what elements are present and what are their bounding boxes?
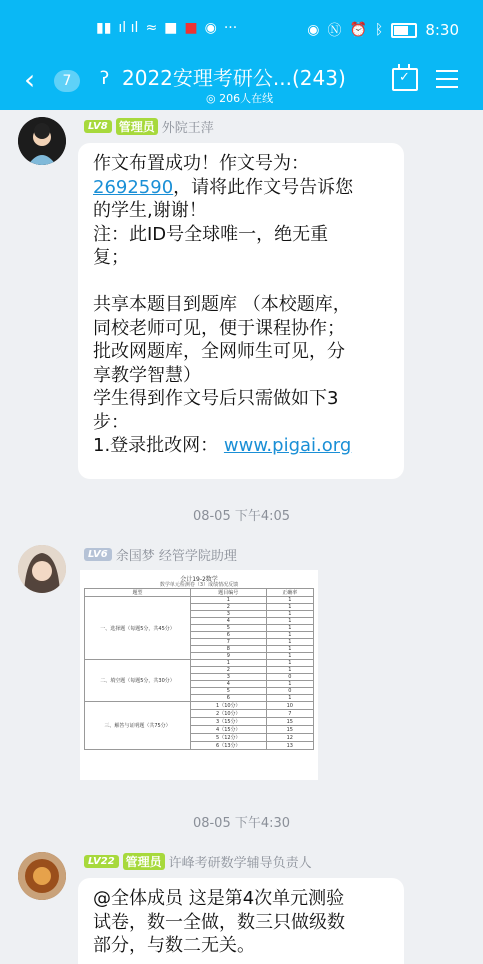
- level-badge: LV8: [84, 120, 112, 133]
- table-cell: 1: [266, 632, 313, 639]
- message-timestamp: 08-05 下午4:30: [192, 816, 291, 831]
- message-line-text: ，请将此作文号告诉您: [173, 176, 354, 198]
- message-line: 试卷，数一全做，数三只做级数: [93, 911, 345, 933]
- table-cell: 1: [266, 604, 313, 611]
- message-line-text: 1.登录批改网：: [93, 435, 219, 456]
- sender-name[interactable]: 外院王萍: [161, 121, 214, 136]
- table-cell: 4: [191, 618, 267, 625]
- table-cell: 5: [191, 625, 267, 632]
- eye-icon: ◉: [307, 22, 320, 38]
- score-table: [84, 588, 314, 750]
- message-line: 学生得到作文号后只需做如下3: [93, 388, 339, 409]
- table-cell: 2: [191, 667, 267, 674]
- wifi-icon: ≈: [145, 20, 158, 36]
- unread-count-badge[interactable]: 7: [54, 70, 80, 92]
- table-cell: 1: [266, 597, 313, 604]
- role-badge: 管理员: [123, 853, 165, 870]
- notification-icon: ◉: [204, 20, 217, 36]
- nfc-icon: Ⓝ: [327, 23, 342, 39]
- table-cell: 1: [266, 681, 313, 688]
- message-line: 的学生,谢谢！: [93, 200, 207, 221]
- table-cell: 1: [266, 667, 313, 674]
- table-cell: 1: [266, 695, 313, 702]
- table-cell: 3: [191, 674, 267, 681]
- table-cell: 1: [266, 653, 313, 660]
- table-cell: 3（15分）: [191, 718, 267, 726]
- message-line: 共享本题目到题库 （本校题库，: [93, 294, 351, 315]
- table-cell: 4（15分）: [191, 726, 267, 734]
- table-cell: 1: [266, 618, 313, 625]
- table-header-row: [85, 589, 314, 597]
- table-cell: 1（10分）: [191, 702, 267, 710]
- status-icons-right: [307, 20, 459, 40]
- role-badge: 管理员: [116, 118, 158, 135]
- avatar[interactable]: [18, 545, 66, 593]
- message-line: 批改网题库，全网师生可见，分: [93, 341, 345, 362]
- table-cell: 1: [191, 660, 267, 667]
- message-line: [93, 176, 398, 200]
- menu-icon[interactable]: [436, 70, 458, 88]
- message-line: [93, 434, 398, 458]
- image-subtitle: 数学单元检测卷（3）成绩情况反馈: [159, 582, 239, 588]
- table-cell: 1: [266, 639, 313, 646]
- sender-name[interactable]: 余国梦 经管学院助理: [115, 549, 237, 564]
- avatar[interactable]: [18, 117, 66, 165]
- table-cell: 2: [191, 604, 267, 611]
- table-cell: 6: [191, 632, 267, 639]
- back-chevron-icon[interactable]: ‹: [24, 63, 36, 96]
- table-header-cell: 题目编号: [191, 589, 267, 597]
- table-cell: 1: [266, 625, 313, 632]
- table-cell: 10: [266, 702, 313, 710]
- bluetooth-icon: ᛒ: [374, 22, 384, 38]
- table-cell: 15: [266, 726, 313, 734]
- avatar-illustration: [18, 117, 66, 165]
- chat-header: [0, 0, 483, 110]
- table-cell: 8: [191, 646, 267, 653]
- sender-meta: [84, 852, 312, 871]
- avatar[interactable]: [18, 852, 66, 900]
- table-cell: 1: [266, 611, 313, 618]
- sender-meta: [84, 545, 237, 564]
- table-cell: 0: [266, 688, 313, 695]
- sender-name[interactable]: 许峰考研数学辅导负责人: [168, 856, 312, 871]
- calendar-check-icon[interactable]: ✓: [392, 68, 418, 91]
- table-section-cell: 一、选择题（每题5分，共45分）: [85, 597, 191, 660]
- avatar-photo: [18, 852, 66, 900]
- pigai-link[interactable]: www.pigai.org: [223, 435, 352, 456]
- message-line: 注：此ID号全球唯一，绝无重: [93, 223, 329, 245]
- message-bubble[interactable]: [78, 143, 404, 479]
- app-icon: ■: [164, 20, 178, 36]
- message-line: 作文布置成功！作文号为：: [93, 153, 309, 174]
- table-cell: 5（12分）: [191, 734, 267, 742]
- message-timestamp: 08-05 下午4:05: [192, 509, 291, 524]
- table-cell: 7: [191, 639, 267, 646]
- shared-image[interactable]: [80, 570, 318, 780]
- assignment-id-link[interactable]: 2692590: [93, 176, 174, 198]
- sender-meta: [84, 117, 214, 136]
- online-count-text: 206人在线: [219, 92, 274, 105]
- table-cell: 4: [191, 681, 267, 688]
- table-row: [85, 660, 314, 667]
- online-count: ◎ 206人在线: [206, 92, 274, 105]
- avatar-photo: [18, 545, 66, 593]
- group-title[interactable]: 2022安理考研公...(243): [122, 66, 346, 90]
- table-cell: 6: [191, 695, 267, 702]
- table-cell: 13: [266, 742, 313, 750]
- table-cell: 0: [266, 674, 313, 681]
- message-line: 步：: [93, 411, 129, 433]
- image-title: 会计19-2数学: [180, 576, 218, 583]
- table-cell: 5: [191, 688, 267, 695]
- table-cell: 1: [266, 646, 313, 653]
- table-header-cell: 正确率: [266, 589, 313, 597]
- message-line: 同校老师可见，便于课程协作；: [93, 317, 345, 339]
- message-bubble[interactable]: [78, 878, 404, 964]
- table-cell: 12: [266, 734, 313, 742]
- table-section-cell: 二、填空题（每题5分，共30分）: [85, 660, 191, 702]
- more-dots-icon: ···: [223, 20, 238, 36]
- status-time: 8:30: [425, 21, 459, 39]
- level-badge: LV22: [84, 855, 119, 868]
- alarm-icon: ⏰: [349, 22, 367, 38]
- table-cell: 3: [191, 611, 267, 618]
- message-line: @全体成员 这是第4次单元测验: [93, 888, 345, 909]
- level-badge: LV6: [84, 548, 112, 561]
- table-cell: 1: [191, 597, 267, 604]
- table-cell: 1: [266, 660, 313, 667]
- app-red-icon: ■: [184, 20, 198, 36]
- message-spacer: [93, 270, 398, 294]
- table-cell: 2（10分）: [191, 710, 267, 718]
- status-icons-left: [96, 20, 237, 36]
- message-line: 享教学智慧）: [93, 364, 201, 386]
- signal-bars-icon: ıl ıl: [118, 20, 139, 36]
- message-line: 复；: [93, 247, 129, 268]
- signal-icon: ▮▮: [96, 20, 112, 36]
- status-bar: [0, 20, 483, 46]
- ear-icon: ʔ: [100, 68, 110, 89]
- battery-icon: [391, 23, 417, 38]
- table-row: [85, 702, 314, 710]
- table-section-cell: 三、解答与证明题（共75分）: [85, 702, 191, 750]
- table-header-cell: 题型: [85, 589, 191, 597]
- table-cell: 6（13分）: [191, 742, 267, 750]
- table-cell: 7: [266, 710, 313, 718]
- table-row: [85, 597, 314, 604]
- message-line: 部分，与数二无关。: [93, 935, 255, 956]
- table-cell: 15: [266, 718, 313, 726]
- table-cell: 9: [191, 653, 267, 660]
